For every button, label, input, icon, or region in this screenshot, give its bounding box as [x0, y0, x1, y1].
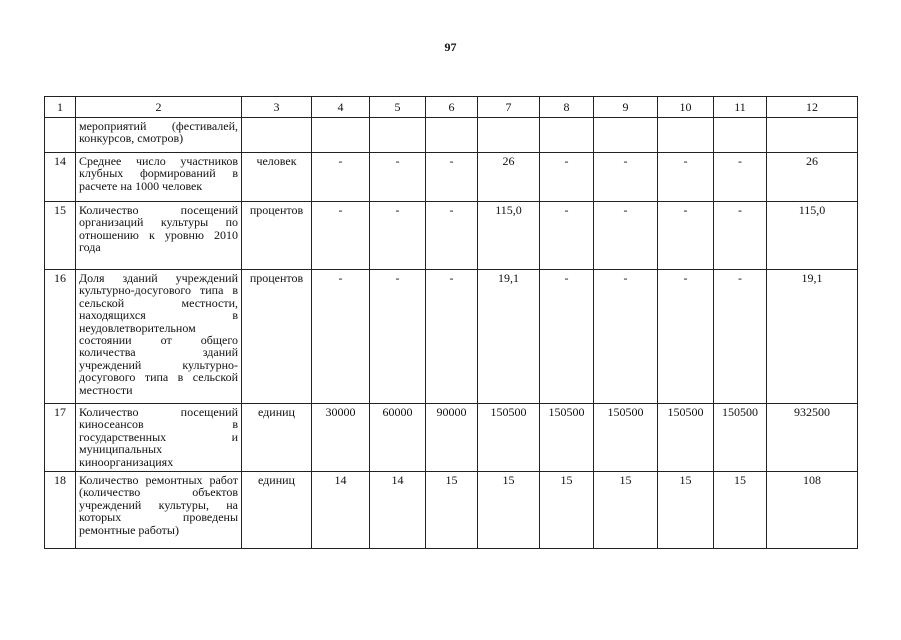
unit-of-measure: процентов	[242, 270, 312, 404]
value-cell-col-8: -	[540, 202, 594, 270]
value-cell-col-5: 14	[370, 472, 426, 549]
value-cell-col-7: 26	[478, 153, 540, 202]
value-cell-col-9: 150500	[594, 404, 658, 472]
value-cell-col-11	[714, 118, 767, 153]
value-cell-col-5	[370, 118, 426, 153]
value-cell-col-10: 150500	[658, 404, 714, 472]
value-cell-col-12	[767, 118, 858, 153]
column-header-10: 10	[658, 97, 714, 118]
value-cell-col-10: 15	[658, 472, 714, 549]
indicator-name: Количество ремонтных работ (количество объектов учреждений культуры, на которых проведены ремонтные работы)	[76, 472, 242, 549]
table-row	[45, 202, 858, 270]
value-cell-col-6	[426, 118, 478, 153]
value-cell-col-7	[478, 118, 540, 153]
value-cell-col-6: -	[426, 153, 478, 202]
value-cell-col-4: 14	[312, 472, 370, 549]
value-cell-col-5: -	[370, 153, 426, 202]
value-cell-col-9: -	[594, 153, 658, 202]
value-cell-col-8	[540, 118, 594, 153]
indicator-name: Количество посещений организаций культуры по отношению к уровню 2010 года	[76, 202, 242, 270]
row-number: 17	[45, 404, 76, 472]
row-number: 16	[45, 270, 76, 404]
value-cell-col-6: -	[426, 202, 478, 270]
value-cell-col-8: -	[540, 270, 594, 404]
value-cell-col-7: 150500	[478, 404, 540, 472]
indicator-name: мероприятий (фестивалей, конкурсов, смотров)	[76, 118, 242, 153]
table-row	[45, 404, 858, 472]
unit-of-measure: человек	[242, 153, 312, 202]
column-header-4: 4	[312, 97, 370, 118]
value-cell-col-4: -	[312, 270, 370, 404]
value-cell-col-8: 150500	[540, 404, 594, 472]
unit-of-measure	[242, 118, 312, 153]
column-header-7: 7	[478, 97, 540, 118]
column-header-12: 12	[767, 97, 858, 118]
value-cell-col-5: -	[370, 270, 426, 404]
page-number: 97	[444, 40, 457, 54]
header-row	[45, 97, 858, 118]
column-header-3: 3	[242, 97, 312, 118]
value-cell-col-8: 15	[540, 472, 594, 549]
value-cell-col-9: 15	[594, 472, 658, 549]
value-cell-col-10: -	[658, 202, 714, 270]
value-cell-col-12: 26	[767, 153, 858, 202]
value-cell-col-9	[594, 118, 658, 153]
value-cell-col-7: 115,0	[478, 202, 540, 270]
value-cell-col-4	[312, 118, 370, 153]
table-row	[45, 472, 858, 549]
indicators-table	[44, 96, 858, 549]
value-cell-col-11: -	[714, 153, 767, 202]
row-number: 18	[45, 472, 76, 549]
value-cell-col-7: 15	[478, 472, 540, 549]
indicator-name: Среднее число участников клубных формирований в расчете на 1000 человек	[76, 153, 242, 202]
value-cell-col-11: 15	[714, 472, 767, 549]
table-row	[45, 118, 858, 153]
row-number	[45, 118, 76, 153]
value-cell-col-4: 30000	[312, 404, 370, 472]
value-cell-col-4: -	[312, 153, 370, 202]
value-cell-col-6: 15	[426, 472, 478, 549]
column-header-6: 6	[426, 97, 478, 118]
value-cell-col-5: 60000	[370, 404, 426, 472]
value-cell-col-12: 108	[767, 472, 858, 549]
value-cell-col-12: 115,0	[767, 202, 858, 270]
value-cell-col-11: 150500	[714, 404, 767, 472]
value-cell-col-10: -	[658, 153, 714, 202]
value-cell-col-6: 90000	[426, 404, 478, 472]
column-header-1: 1	[45, 97, 76, 118]
value-cell-col-5: -	[370, 202, 426, 270]
column-header-8: 8	[540, 97, 594, 118]
indicator-name: Доля зданий учреждений культурно-досугового типа в сельской местности, находящихся в неудовлетворительном состоянии от общего количества зданий учреждений культурно-досугового типа в сельской местности	[76, 270, 242, 404]
value-cell-col-11: -	[714, 270, 767, 404]
table-row	[45, 153, 858, 202]
row-number: 15	[45, 202, 76, 270]
indicator-name: Количество посещений киносеансов в государственных и муниципальных киноорганизациях	[76, 404, 242, 472]
value-cell-col-11: -	[714, 202, 767, 270]
value-cell-col-12: 932500	[767, 404, 858, 472]
column-header-11: 11	[714, 97, 767, 118]
value-cell-col-4: -	[312, 202, 370, 270]
unit-of-measure: единиц	[242, 472, 312, 549]
value-cell-col-10: -	[658, 270, 714, 404]
unit-of-measure: процентов	[242, 202, 312, 270]
column-header-2: 2	[76, 97, 242, 118]
value-cell-col-9: -	[594, 270, 658, 404]
unit-of-measure: единиц	[242, 404, 312, 472]
value-cell-col-8: -	[540, 153, 594, 202]
value-cell-col-7: 19,1	[478, 270, 540, 404]
value-cell-col-10	[658, 118, 714, 153]
table-body	[45, 118, 858, 549]
column-header-5: 5	[370, 97, 426, 118]
value-cell-col-6: -	[426, 270, 478, 404]
row-number: 14	[45, 153, 76, 202]
column-header-9: 9	[594, 97, 658, 118]
table-row	[45, 270, 858, 404]
value-cell-col-12: 19,1	[767, 270, 858, 404]
value-cell-col-9: -	[594, 202, 658, 270]
